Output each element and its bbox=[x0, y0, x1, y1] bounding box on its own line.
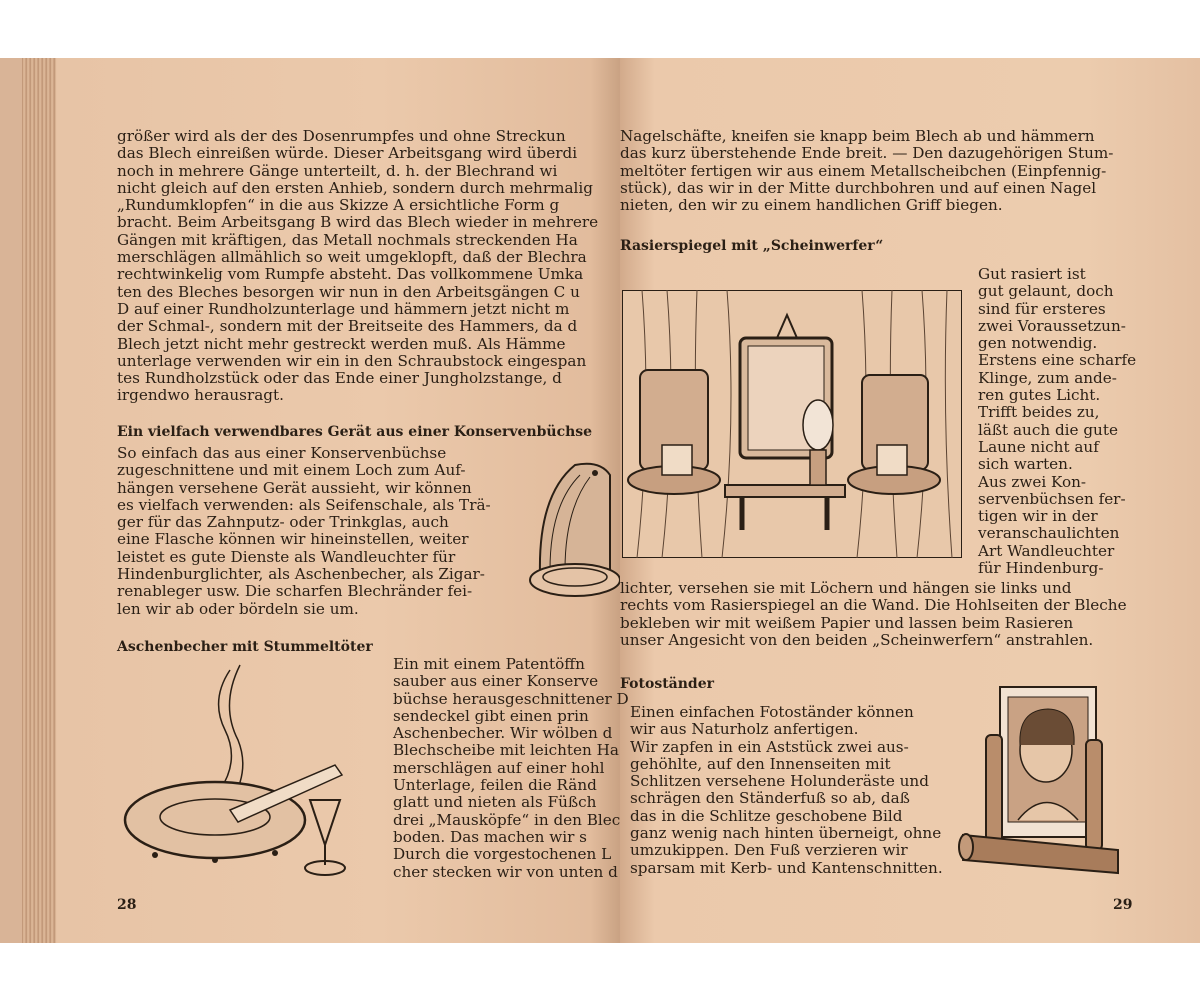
text-line: bekleben wir mit weißem Papier und lassen beim Rasieren bbox=[620, 613, 1074, 632]
text-line: drei „Mausköpfe“ in den Blec bbox=[393, 810, 621, 829]
text-line: tigen wir in der bbox=[978, 507, 1098, 526]
text-line: Blechscheibe mit leichten Ha bbox=[393, 741, 619, 760]
text-line: servenbüchsen fer- bbox=[978, 489, 1126, 508]
text-line: Trifft beides zu, bbox=[978, 403, 1100, 422]
text-line: merschlägen allmählich so weit umgeklopft, daß der Blechra bbox=[117, 248, 587, 267]
left-paragraph-3 bbox=[393, 656, 629, 881]
text-line: Erstens eine scharfe bbox=[978, 351, 1137, 370]
text-line: So einfach das aus einer Konservenbüchse bbox=[117, 444, 447, 462]
text-line: Schlitzen versehene Holunderäste und bbox=[630, 772, 929, 791]
wall-holder-illustration bbox=[520, 455, 620, 615]
shaving-mirror-illustration bbox=[622, 290, 962, 558]
text-line: leistet es gute Dienste als Wandleuchter für bbox=[117, 547, 456, 566]
text-line: ger für das Zahnputz- oder Trinkglas, auch bbox=[117, 513, 449, 532]
right-paragraph-1 bbox=[620, 128, 1113, 214]
text-line: ten des Bleches besorgen wir nun in den Arbeitsgängen C u bbox=[117, 282, 580, 301]
text-line: der Schmal-, sondern mit der Breitseite des Hammers, da d bbox=[117, 317, 578, 336]
text-line: hängen versehene Gerät aussieht, wir können bbox=[117, 478, 472, 497]
text-line: boden. Das machen wir s bbox=[393, 827, 587, 846]
text-line: tes Rundholzstück oder das Ende einer Jungholzstange, d bbox=[117, 369, 562, 388]
heading-aschenbecher: Aschenbecher mit Stummeltöter bbox=[117, 639, 373, 655]
text-line: Blech jetzt nicht mehr gestreckt werden muß. Als Hämme bbox=[117, 334, 566, 353]
text-line: Klinge, zum ande- bbox=[978, 368, 1117, 387]
text-line: eine Flasche können wir hineinstellen, weiter bbox=[117, 530, 469, 549]
text-line: renableger usw. Die scharfen Blechränder fei- bbox=[117, 582, 473, 601]
text-line: ganz wenig nach hinten überneigt, ohne bbox=[630, 824, 942, 843]
text-line: merschlägen auf einer hohl bbox=[393, 758, 605, 777]
page-number-right: 29 bbox=[1113, 897, 1133, 913]
text-line: sind für ersteres bbox=[978, 299, 1106, 318]
text-line: Wir zapfen in ein Aststück zwei aus- bbox=[630, 737, 909, 756]
text-line: für Hindenburg- bbox=[978, 559, 1104, 578]
text-line: irgendwo herausragt. bbox=[117, 386, 284, 405]
text-line: Gängen mit kräftigen, das Metall nochmals streckenden Ha bbox=[117, 230, 578, 249]
left-paragraph-2 bbox=[117, 445, 491, 618]
text-line: büchse herausgeschnittener D bbox=[393, 689, 629, 708]
right-paragraph-3 bbox=[620, 580, 1127, 649]
text-line: schrägen den Ständerfuß so ab, daß bbox=[630, 789, 910, 808]
heading-konservenbuechse: Ein vielfach verwendbares Gerät aus einer Konservenbüchse bbox=[117, 424, 593, 440]
text-line: Laune nicht auf bbox=[978, 437, 1099, 456]
text-line: nieten, den wir zu einem handlichen Griff biegen. bbox=[620, 196, 1003, 215]
page-number-left: 28 bbox=[117, 897, 137, 913]
text-line: Einen einfachen Fotoständer können bbox=[630, 703, 914, 721]
text-line: sparsam mit Kerb- und Kantenschnitten. bbox=[630, 858, 943, 877]
text-line: bracht. Beim Arbeitsgang B wird das Blech wieder in mehrere bbox=[117, 213, 599, 232]
text-line: rechtwinkelig vom Rumpfe absteht. Das vollkommene Umka bbox=[117, 265, 584, 284]
text-line: glatt und nieten als Füßch bbox=[393, 793, 597, 812]
text-line: das kurz überstehende Ende breit. — Den dazugehörigen Stum- bbox=[620, 144, 1114, 163]
page-edges bbox=[22, 58, 56, 943]
text-line: D auf einer Rundholzunterlage und hämmern jetzt nicht m bbox=[117, 299, 570, 318]
text-line: Gut rasiert ist bbox=[978, 265, 1086, 283]
text-line: zwei Voraussetzun- bbox=[978, 316, 1126, 335]
text-line: gehöhlte, auf den Innenseiten mit bbox=[630, 754, 891, 773]
text-line: lichter, versehen sie mit Löchern und hängen sie links und bbox=[620, 579, 1072, 597]
text-line: Aus zwei Kon- bbox=[978, 472, 1087, 491]
text-line: Aschenbecher. Wir wölben d bbox=[393, 724, 613, 743]
text-line: meltöter fertigen wir aus einem Metallscheibchen (Einpfennig- bbox=[620, 161, 1107, 180]
text-line: Nagelschäfte, kneifen sie knapp beim Blech ab und hämmern bbox=[620, 127, 1095, 145]
left-paragraph-1 bbox=[117, 128, 598, 405]
text-line: noch in mehrere Gänge unterteilt, d. h. der Blechrand wi bbox=[117, 161, 558, 180]
text-line: sauber aus einer Konserve bbox=[393, 672, 599, 691]
text-line: rechts vom Rasierspiegel an die Wand. Die Hohlseiten der Bleche bbox=[620, 596, 1127, 615]
text-line: Durch die vorgestochenen L bbox=[393, 845, 612, 864]
text-line: Unterlage, feilen die Ränd bbox=[393, 776, 597, 795]
text-line: Hindenburglichter, als Aschenbecher, als Zigar- bbox=[117, 565, 485, 584]
text-line: veranschaulichten bbox=[978, 524, 1120, 543]
text-line: Art Wandleuchter bbox=[978, 541, 1115, 560]
text-line: stück), das wir in der Mitte durchbohren und auf einen Nagel bbox=[620, 178, 1097, 197]
text-line: Ein mit einem Patentöffn bbox=[393, 655, 585, 673]
text-line: zugeschnittene und mit einem Loch zum Auf- bbox=[117, 461, 466, 480]
text-line: das Blech einreißen würde. Dieser Arbeitsgang wird überdi bbox=[117, 144, 578, 163]
text-line: unterlage verwenden wir ein in den Schraubstock eingespan bbox=[117, 351, 587, 370]
text-line: größer wird als der des Dosenrumpfes und ohne Streckun bbox=[117, 127, 566, 145]
text-line: unser Angesicht von den beiden „Scheinwerfern“ anstrahlen. bbox=[620, 630, 1094, 649]
text-line: umzukippen. Den Fuß verzieren wir bbox=[630, 841, 908, 860]
heading-rasierspiegel: Rasierspiegel mit „Scheinwerfer“ bbox=[620, 238, 884, 254]
text-line: „Rundumklopfen“ in die aus Skizze A ersichtliche Form g bbox=[117, 196, 560, 215]
text-line: es vielfach verwenden: als Seifenschale, als Trä- bbox=[117, 495, 491, 514]
heading-fotostaender: Fotoständer bbox=[620, 676, 714, 692]
text-line: das in die Schlitze geschobene Bild bbox=[630, 806, 903, 825]
text-line: wir aus Naturholz anfertigen. bbox=[630, 720, 859, 739]
text-line: sendeckel gibt einen prin bbox=[393, 706, 589, 725]
text-line: läßt auch die gute bbox=[978, 420, 1118, 439]
text-line: gut gelaunt, doch bbox=[978, 282, 1114, 301]
right-paragraph-2 bbox=[978, 266, 1136, 577]
text-line: len wir ab oder bördeln sie um. bbox=[117, 599, 359, 618]
right-paragraph-4 bbox=[630, 704, 943, 877]
text-line: nicht gleich auf den ersten Anhieb, sondern durch mehrmalig bbox=[117, 178, 593, 197]
ashtray-illustration bbox=[120, 660, 360, 885]
text-line: cher stecken wir von unten d bbox=[393, 862, 618, 881]
text-line: ren gutes Licht. bbox=[978, 386, 1101, 405]
text-line: gen notwendig. bbox=[978, 334, 1098, 353]
text-line: sich warten. bbox=[978, 455, 1073, 474]
photo-stand-illustration bbox=[958, 685, 1128, 880]
